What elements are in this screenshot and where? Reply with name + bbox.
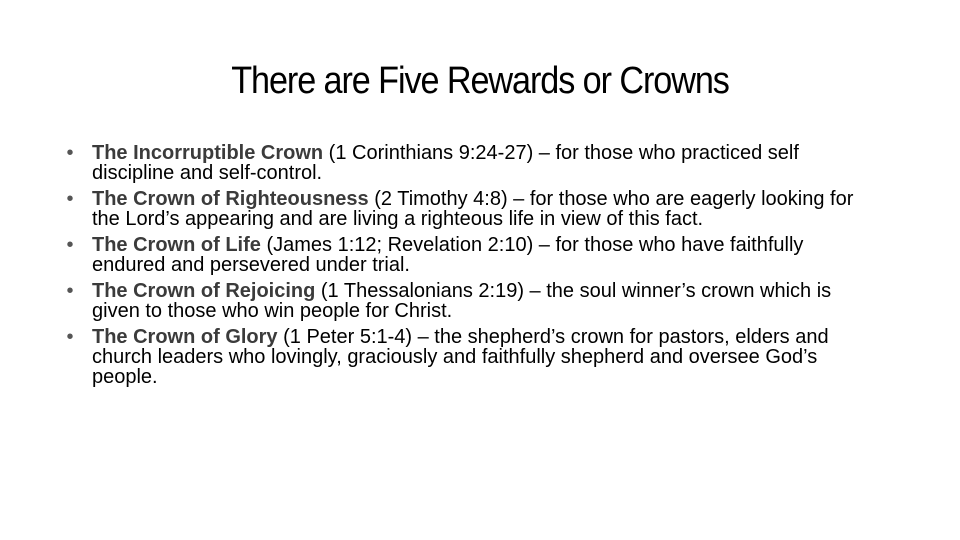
crown-description: (1 Corinthians 9:24-27) – for those who practiced self discipline and self-control. [92, 142, 799, 184]
bullet-item-crown-of-righteousness [60, 189, 882, 229]
crown-description: (1 Peter 5:1-4) – the shepherd’s crown for pastors, elders and church leaders who lovingly, graciously and faithfully shepherd and oversee God’s people. [92, 326, 829, 388]
bullet-item-crown-of-life [60, 235, 882, 275]
bullet-item-incorruptible-crown [60, 143, 882, 183]
bullet-dot-icon: • [66, 234, 74, 256]
slide-title: There are Five Rewards or Crowns [231, 60, 729, 102]
crown-description: (James 1:12; Revelation 2:10) – for those who have faithfully endured and persevered under trial. [92, 234, 804, 276]
bullet-dot-icon: • [66, 326, 74, 348]
crown-name: The Crown of Glory [92, 326, 278, 348]
crown-description: (2 Timothy 4:8) – for those who are eagerly looking for the Lord’s appearing and are living a righteous life in view of this fact. [92, 188, 854, 230]
crown-name: The Crown of Rejoicing [92, 280, 316, 302]
crown-name: The Crown of Righteousness [92, 188, 369, 210]
bullet-item-crown-of-glory [60, 327, 882, 387]
crown-description: (1 Thessalonians 2:19) – the soul winner’s crown which is given to those who win people for Christ. [92, 280, 832, 322]
crown-name: The Incorruptible Crown [92, 142, 324, 164]
bullet-item-crown-of-rejoicing [60, 281, 882, 321]
crown-name: The Crown of Life [92, 234, 261, 256]
bullet-list [60, 143, 900, 393]
bullet-dot-icon: • [66, 142, 74, 164]
bullet-dot-icon: • [66, 188, 74, 210]
bullet-dot-icon: • [66, 280, 74, 302]
